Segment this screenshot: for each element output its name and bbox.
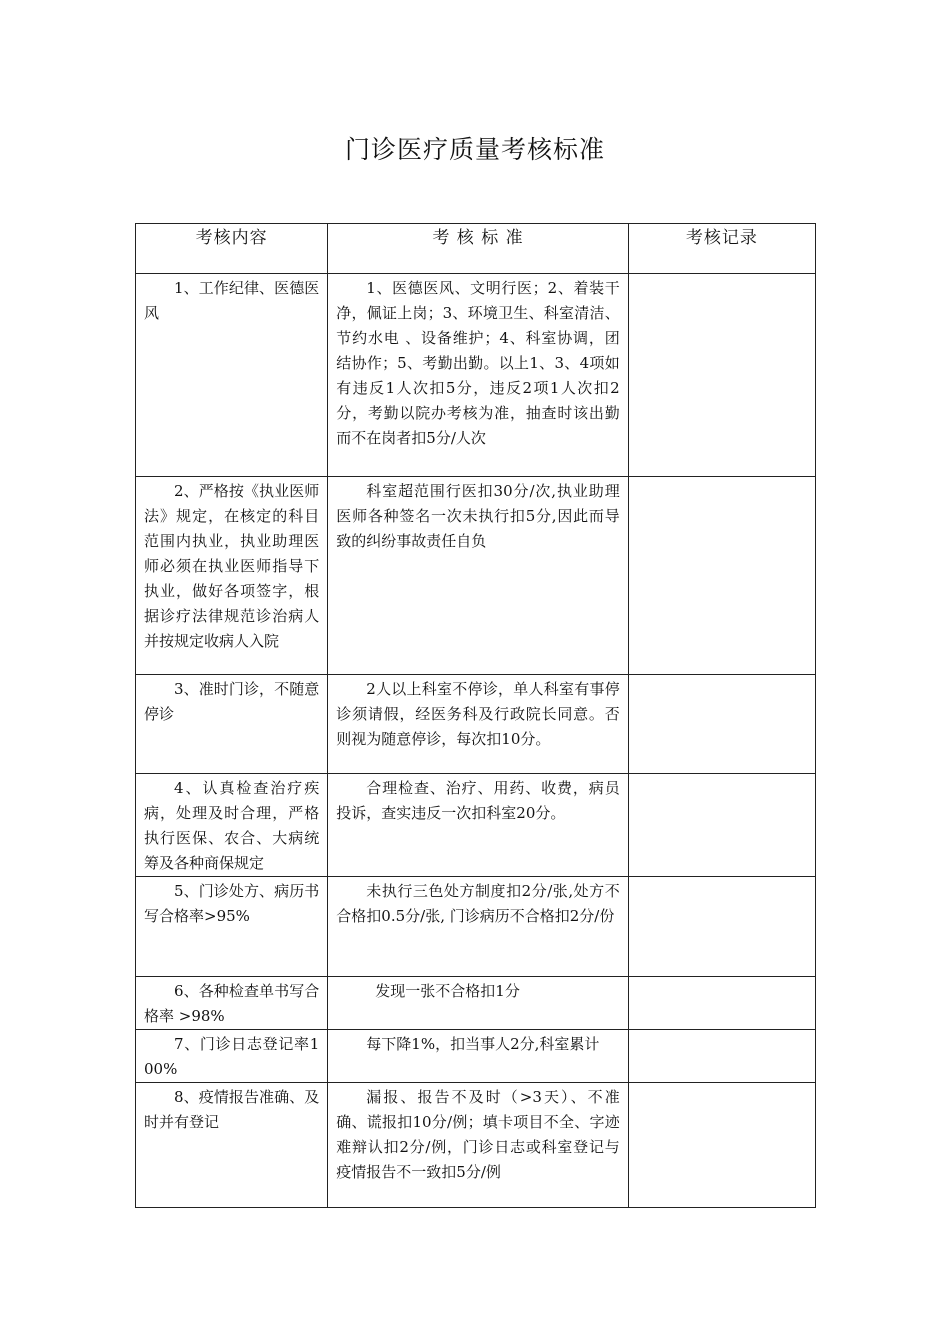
header-content: 考核内容: [136, 224, 328, 274]
table-row: [136, 977, 816, 1030]
standard-cell: 1、医德医风、文明行医；2、着装干净，佩证上岗；3、环境卫生、科室清洁、节约水电 、设备维护；4、科室协调，团结协作；5、考勤出勤。以上1、3、4项如有违反1人次扣5分，违反2项1人次扣2分，考勤以院办考核为准，抽查时该出勤而不在岗者扣5分/人次: [328, 274, 628, 477]
header-record: 考核记录: [628, 224, 815, 274]
standard-cell: 未执行三色处方制度扣2分/张,处方不合格扣0.5分/张, 门诊病历不合格扣2分/份: [328, 877, 628, 977]
standard-cell: 每下降1%，扣当事人2分,科室累计: [328, 1030, 628, 1083]
record-cell[interactable]: [628, 675, 815, 774]
standard-cell: 科室超范围行医扣30分/次,执业助理医师各种签名一次未执行扣5分,因此而导致的纠纷事故责任自负: [328, 477, 628, 675]
table-row: [136, 774, 816, 877]
table-row: [136, 274, 816, 477]
standard-cell: 发现一张不合格扣1分: [328, 977, 628, 1030]
content-cell: 5、门诊处方、病历书写合格率>95%: [136, 877, 328, 977]
record-cell[interactable]: [628, 977, 815, 1030]
assessment-table: [135, 223, 816, 1208]
table-row: [136, 1030, 816, 1083]
record-cell[interactable]: [628, 774, 815, 877]
record-cell[interactable]: [628, 877, 815, 977]
table-row: [136, 877, 816, 977]
content-cell: 7、门诊日志登记率100%: [136, 1030, 328, 1083]
page-title: 门诊医疗质量考核标准: [344, 135, 605, 164]
content-cell: 8、疫情报告准确、及时并有登记: [136, 1083, 328, 1208]
table-row: [136, 477, 816, 675]
table-row: [136, 1083, 816, 1208]
header-standard: 考 核 标 准: [328, 224, 628, 274]
record-cell[interactable]: [628, 1083, 815, 1208]
table-header-row: [136, 224, 816, 274]
content-cell: 4、认真检查治疗疾病，处理及时合理，严格执行医保、农合、大病统筹及各种商保规定: [136, 774, 328, 877]
standard-cell: 2人以上科室不停诊，单人科室有事停诊须请假，经医务科及行政院长同意。否则视为随意停诊，每次扣10分。: [328, 675, 628, 774]
content-cell: 1、工作纪律、医德医风: [136, 274, 328, 477]
content-cell: 3、准时门诊，不随意停诊: [136, 675, 328, 774]
record-cell[interactable]: [628, 1030, 815, 1083]
content-cell: 6、各种检查单书写合格率 >98%: [136, 977, 328, 1030]
standard-cell: 漏报、报告不及时（>3天）、不准确、谎报扣10分/例；填卡项目不全、字迹难辩认扣2分/例，门诊日志或科室登记与疫情报告不一致扣5分/例: [328, 1083, 628, 1208]
record-cell[interactable]: [628, 274, 815, 477]
content-cell: 2、严格按《执业医师法》规定，在核定的科目范围内执业，执业助理医师必须在执业医师指导下执业，做好各项签字，根据诊疗法律规范诊治病人并按规定收病人入院: [136, 477, 328, 675]
table-row: [136, 675, 816, 774]
standard-cell: 合理检查、治疗、用药、收费，病员投诉，查实违反一次扣科室20分。: [328, 774, 628, 877]
record-cell[interactable]: [628, 477, 815, 675]
